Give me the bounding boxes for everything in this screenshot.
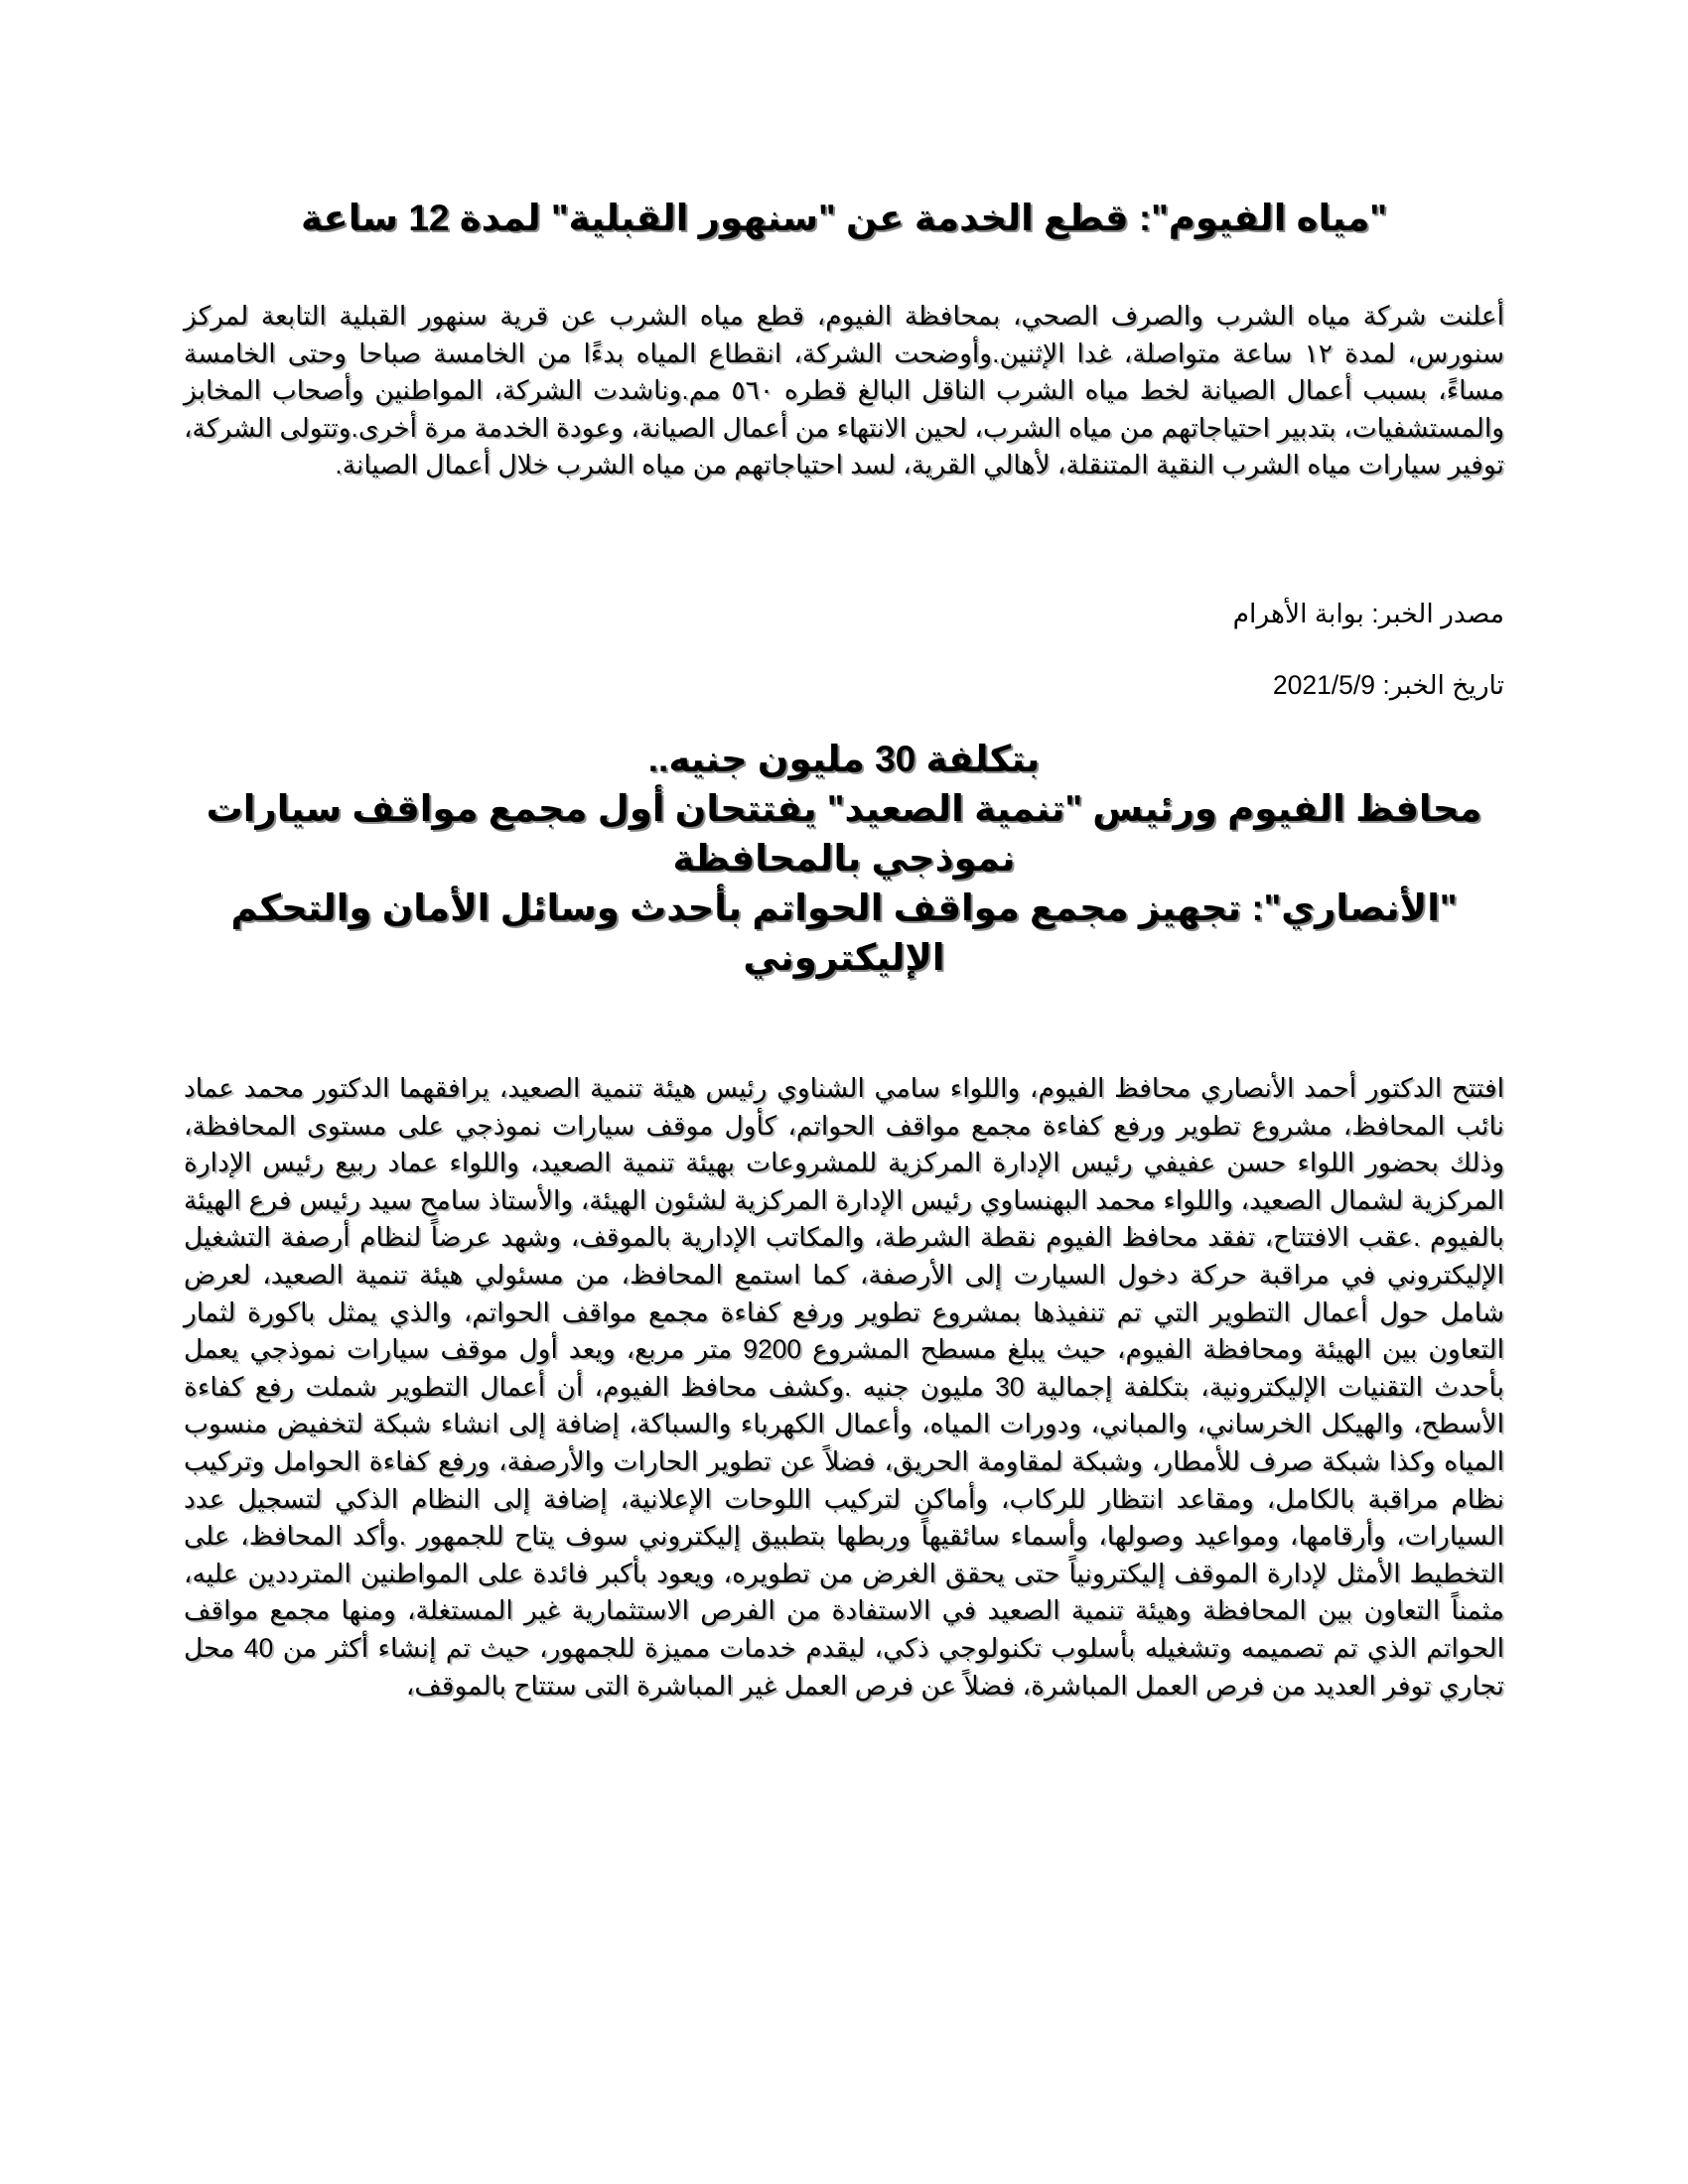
article-1-body: أعلنت شركة مياه الشرب والصرف الصحي، بمحافظة الفيوم، قطع مياه الشرب عن قرية سنهور القبلية التابعة لمركز سنورس، لمدة ١٢ ساعة متواصلة، غدا الإثنين.وأوضحت الشركة، انقطاع المياه بدءًا من الخامسة صباحا وحتى الخامسة مساءً، بسبب أعمال الصيانة لخط مياه الشرب الناقل البالغ قطره ٥٦٠ مم.وناشدت الشركة، المواطنين وأصحاب المخابز والمستشفيات، بتدبير احتياجاتهم من مياه الشرب، لحين الانتهاء من أعمال الصيانة، وعودة الخدمة مرة أخرى.وتتولى الشركة، توفير سيارات مياه الشرب النقية المتنقلة، لأهالي القرية، لسد احتياجاتهم من مياه الشرب خلال أعمال الصيانة. (184, 301, 1504, 479)
article-2-kicker: بتكلفة 30 مليون جنيه.. (647, 739, 1041, 779)
article-2-body: افتتح الدكتور أحمد الأنصاري محافظ الفيوم، واللواء سامي الشناوي رئيس هيئة تنمية الصعيد، يرافقهما الدكتور محمد عماد نائب المحافظ، مشروع تطوير ورفع كفاءة مجمع مواقف الحواتم، كأول موقف سيارات نموذجي على مستوى المحافظة، وذلك بحضور اللواء حسن عفيفي رئيس الإدارة المركزية للمشروعات بهيئة تنمية الصعيد، واللواء عماد ربيع رئيس الإدارة المركزية لشمال الصعيد، واللواء محمد البهنساوي رئيس الإدارة المركزية لشئون الهيئة، والأستاذ سامح سيد رئيس فرع الهيئة بالفيوم .عقب الافتتاح، تفقد محافظ الفيوم نقطة الشرطة، والمكاتب الإدارية بالموقف، وشهد عرضاً لنظام أرصفة التشغيل الإليكتروني في مراقبة حركة دخول السيارت إلى الأرصفة، كما استمع المحافظ، من مسئولي هيئة تنمية الصعيد، لعرض شامل حول أعمال التطوير التي تم تنفيذها بمشروع تطوير ورفع كفاءة مجمع مواقف الحواتم، والذي يمثل باكورة لثمار التعاون بين الهيئة ومحافظة الفيوم، حيث يبلغ مسطح المشروع 9200 متر مربع، ويعد أول موقف سيارات نموذجي يعمل بأحدث التقنيات الإليكترونية، بتكلفة إجمالية 30 مليون جنيه .وكشف محافظ الفيوم، أن أعمال التطوير شملت رفع كفاءة الأسطح، والهيكل الخرساني، والمباني، ودورات المياه، وأعمال الكهرباء والسباكة، إضافة إلى انشاء شبكة لتخفيض منسوب المياه وكذا شبكة صرف للأمطار، وشبكة لمقاومة الحريق، فضلاً عن تطوير الحارات والأرصفة، ورفع كفاءة الحوامل وتركيب نظام مراقبة بالكامل، ومقاعد انتظار للركاب، وأماكن لتركيب اللوحات الإعلانية، إضافة إلى النظام الذكي لتسجيل عدد السيارات، وأرقامها، ومواعيد وصولها، وأسماء سائقيهاً وربطها بتطبيق إليكتروني سوف يتاح للجمهور .وأكد المحافظ، على التخطيط الأمثل لإدارة الموقف إليكترونياً حتى يحقق الغرض من تطويره، ويعود بأكبر فائدة على المواطنين المترددين عليه، مثمناً التعاون بين المحافظة وهيئة تنمية الصعيد في الاستفادة من الفرص الاستثمارية غير المستغلة، ومنها مجمع مواقف الحواتم الذي تم تصميمه وتشغيله بأسلوب تكنولوجي ذكي، ليقدم خدمات مميزة للجمهور، حيث تم إنشاء أكثر من 40 محل تجاري توفر العديد من فرص العمل المباشرة، فضلاً عن فرص العمل غير المباشرة التى ستتاح بالموقف، (184, 1073, 1504, 1701)
article-2-headline: محافظ الفيوم ورئيس "تنمية الصعيد" يفتتحان أول مجمع مواقف سيارات نموذجي بالمحافظة (206, 788, 1482, 879)
article-1-headline: "مياه الفيوم": قطع الخدمة عن "سنهور القبلية" لمدة 12 ساعة (301, 198, 1387, 238)
article-2-subheadline: "الأنصاري": تجهيز مجمع مواقف الحواتم بأحدث وسائل الأمان والتحكم الإليكتروني (230, 887, 1458, 978)
article-2-headline-block (184, 735, 1504, 983)
article-1-source: مصدر الخبر: بوابة الأهرام (1232, 599, 1504, 628)
article-1-date: تاريخ الخبر: 2021/5/9 (1272, 670, 1504, 700)
